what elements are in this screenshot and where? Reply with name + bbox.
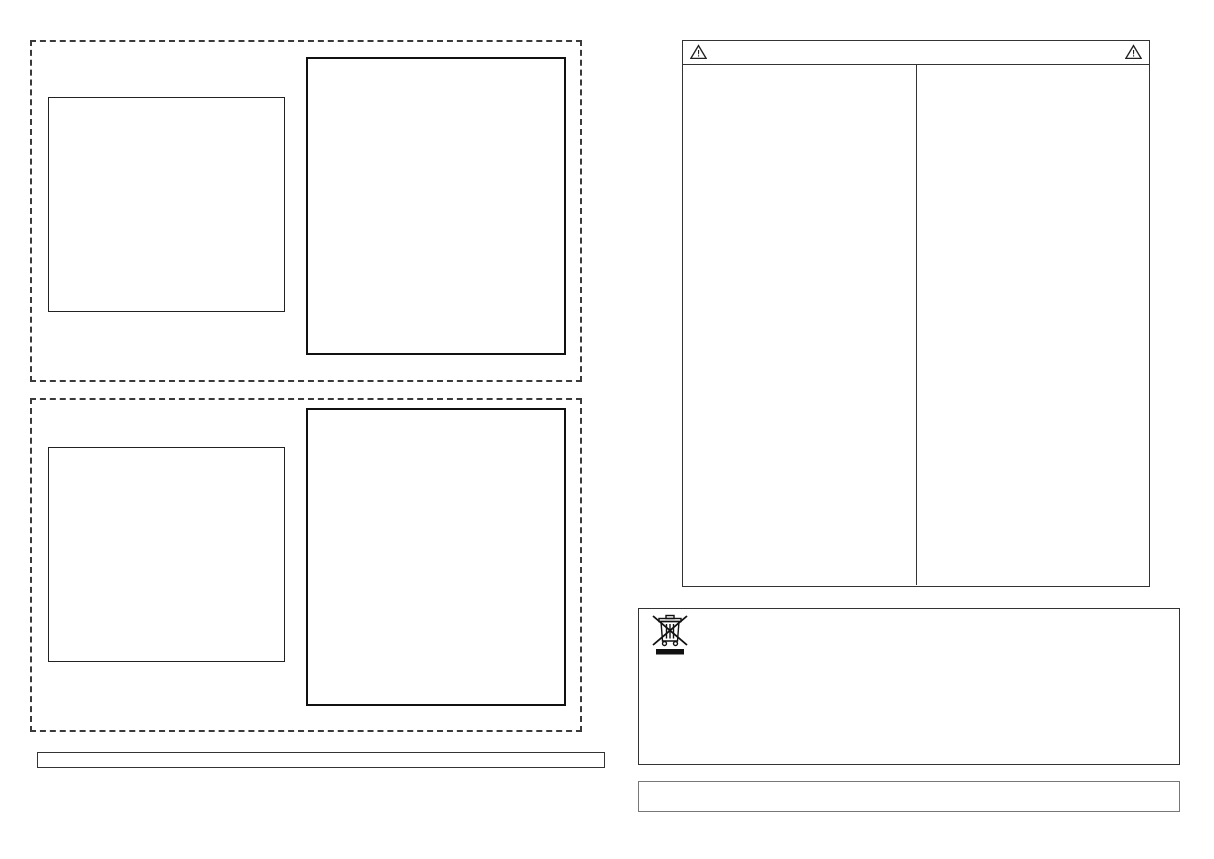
note-box	[37, 752, 605, 768]
warning-icon	[690, 44, 707, 60]
lux-cone-chart	[306, 408, 566, 706]
disposal-box	[638, 608, 1180, 765]
warnings-columns	[683, 65, 1149, 585]
polar-distribution-chart	[48, 97, 285, 312]
lux-cone-chart	[306, 57, 566, 355]
document-footer	[638, 781, 1180, 812]
warnings-header	[683, 41, 1149, 65]
warnings-column-right	[916, 65, 1149, 585]
warnings-table	[682, 40, 1150, 587]
warning-icon	[1125, 44, 1142, 60]
polar-distribution-chart	[48, 447, 285, 662]
svg-text:!: !	[695, 49, 702, 60]
svg-text:!: !	[1130, 49, 1137, 60]
weee-bin-icon	[650, 614, 690, 656]
warnings-column-left	[683, 65, 916, 585]
